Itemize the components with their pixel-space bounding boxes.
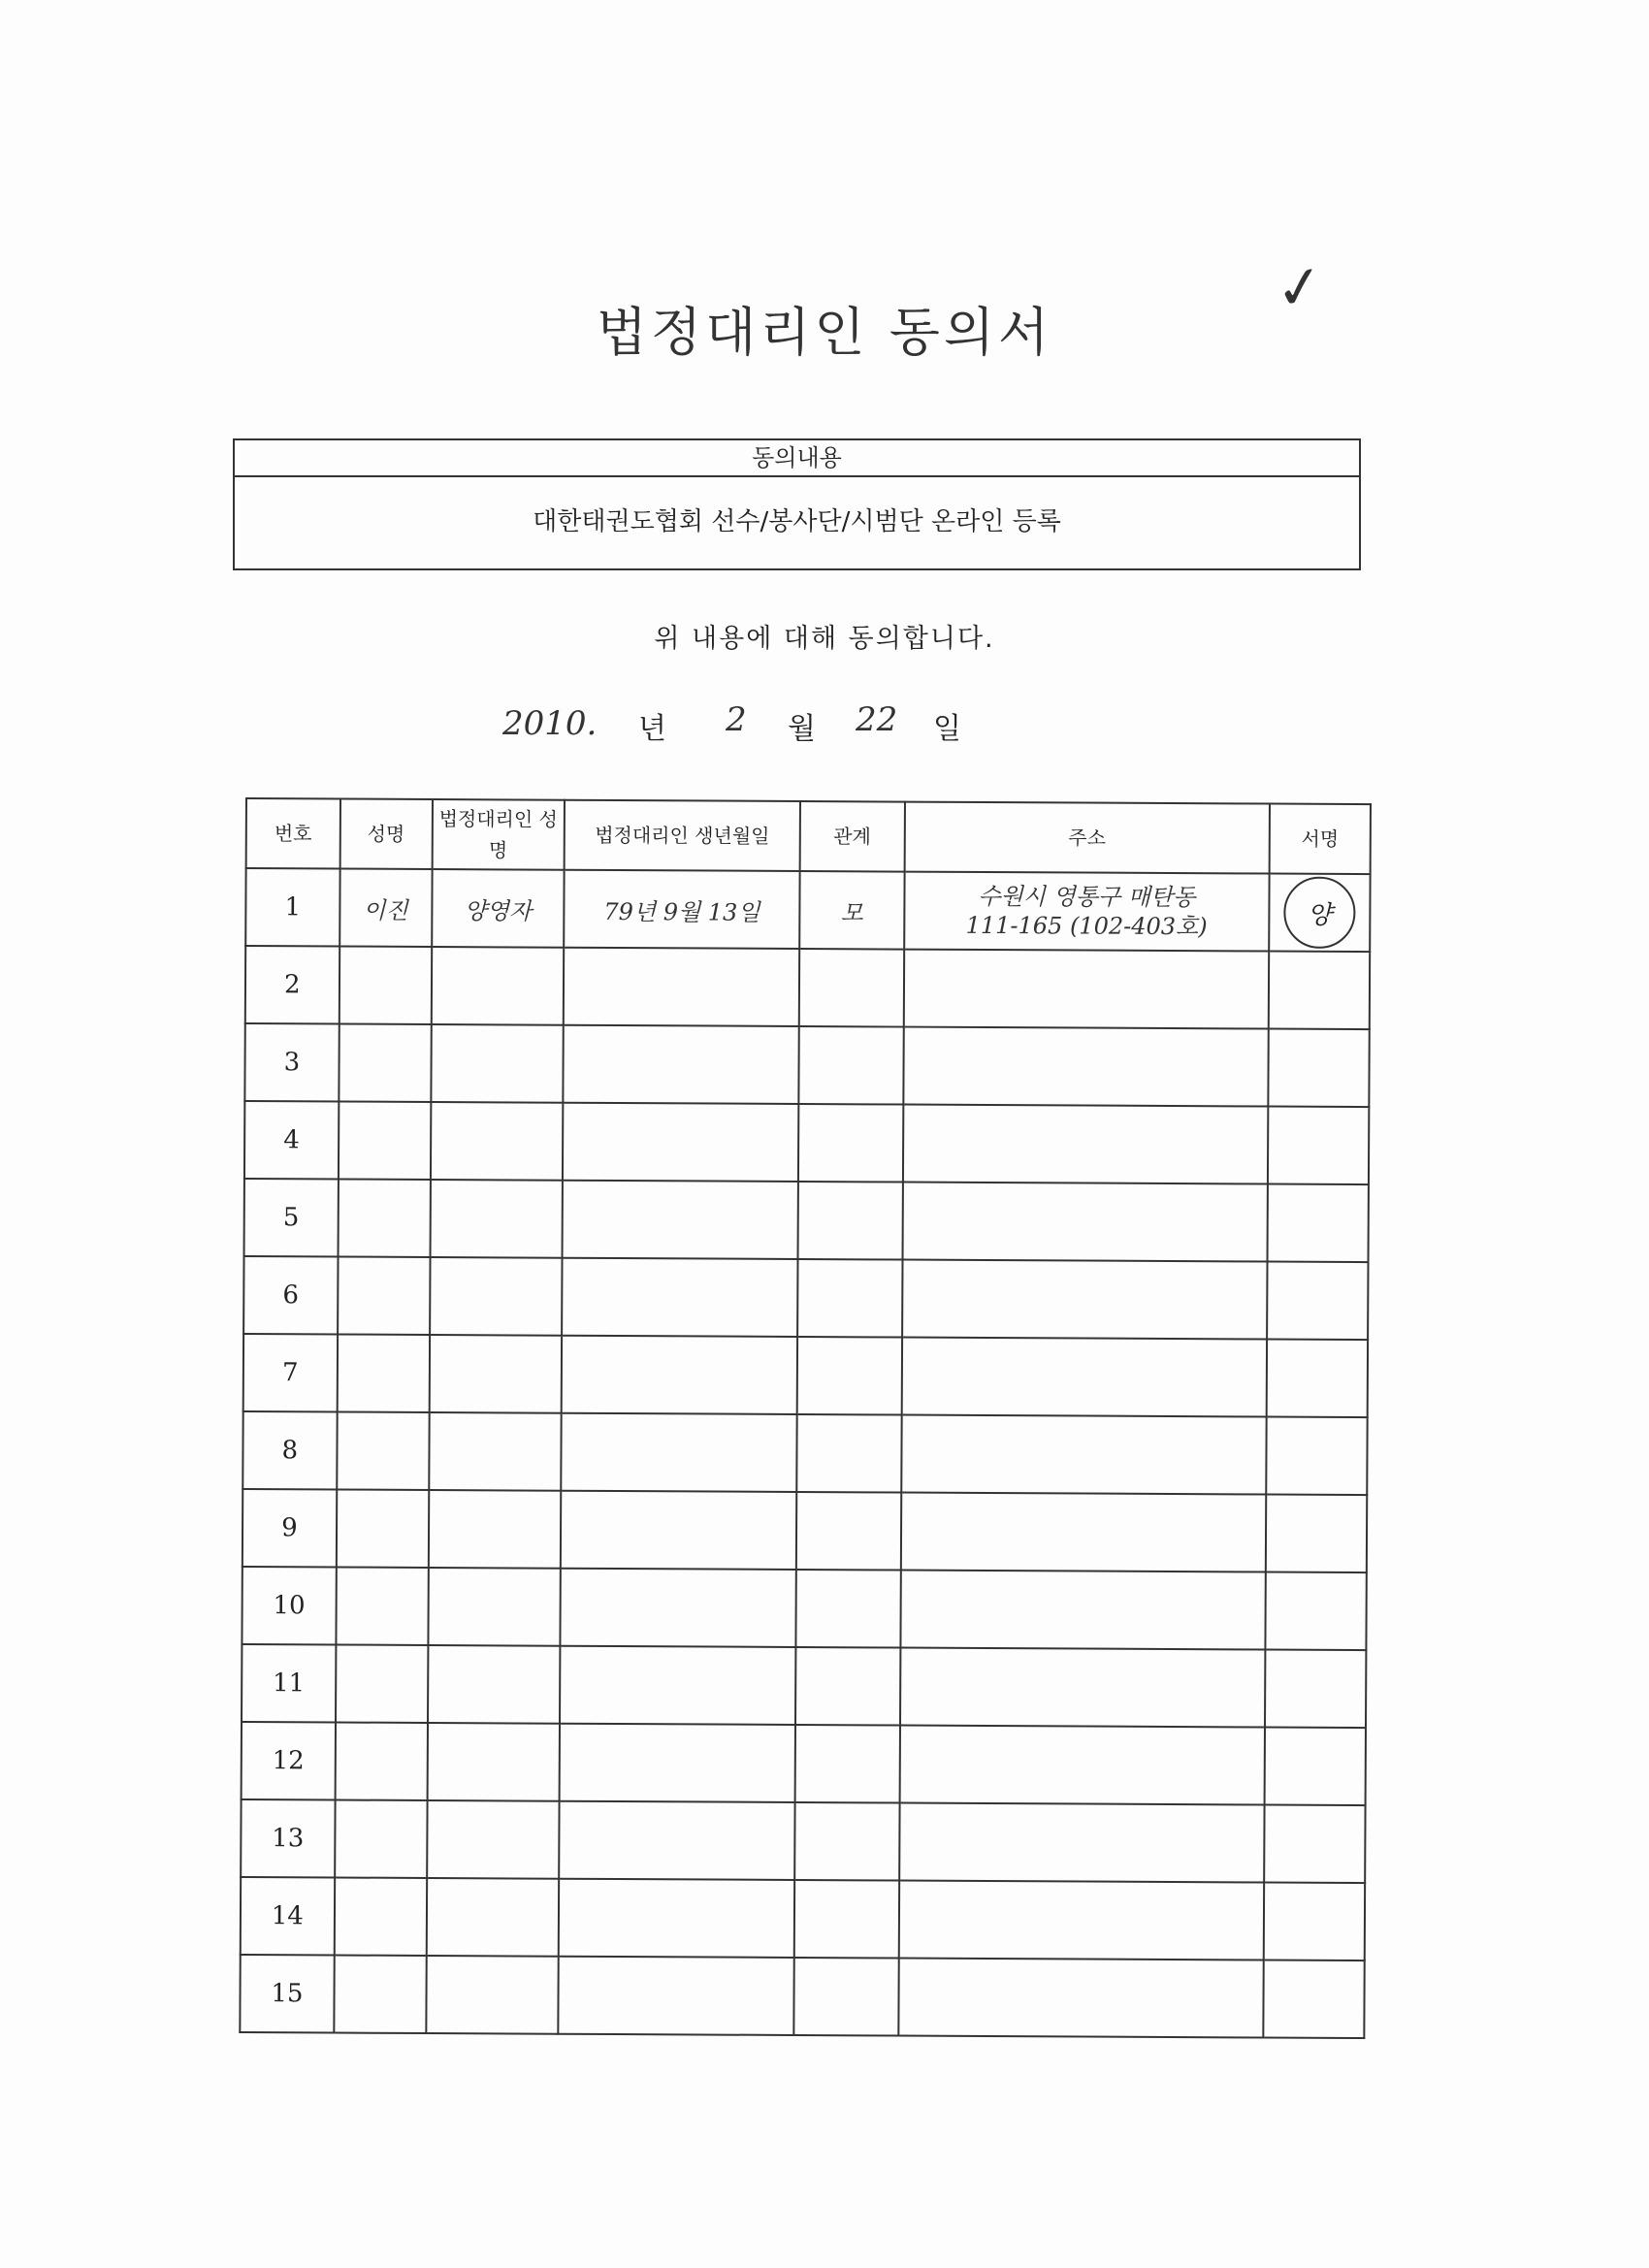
guardian-birthdate xyxy=(562,1258,797,1337)
table-row xyxy=(242,1567,1366,1650)
row-number: 14 xyxy=(241,1877,335,1956)
guardian-birthdate xyxy=(564,1025,799,1104)
signature-cell xyxy=(1268,1107,1369,1185)
guardian-name xyxy=(431,947,564,1025)
participant-name xyxy=(337,1335,429,1412)
date-year-unit: 년 xyxy=(638,712,666,746)
guardian-birthdate xyxy=(561,1491,796,1570)
participant-name xyxy=(338,1257,430,1335)
header-no: 번호 xyxy=(246,798,340,869)
header-guardian-name: 법정대리인 성명 xyxy=(432,799,565,870)
header-guardian-birth: 법정대리인 생년월일 xyxy=(565,800,800,871)
table-row xyxy=(241,1877,1365,1960)
address xyxy=(901,1415,1267,1495)
guardian-name xyxy=(427,1800,560,1879)
table-row xyxy=(242,1644,1366,1728)
address xyxy=(898,1881,1264,1960)
guardian-birthdate xyxy=(560,1724,795,1802)
relation xyxy=(796,1492,901,1571)
signature-cell xyxy=(1264,1805,1365,1884)
address-line-2: 111-165 (102-403호) xyxy=(965,911,1208,941)
guardian-birthdate xyxy=(563,1181,798,1259)
signature-cell xyxy=(1267,1340,1368,1418)
table-row xyxy=(242,1722,1366,1805)
signature-cell xyxy=(1265,1650,1366,1729)
signature-cell xyxy=(1266,1495,1367,1573)
date-day-handwritten: 22 xyxy=(856,700,898,739)
table-row xyxy=(243,1334,1368,1417)
address xyxy=(903,1027,1269,1107)
relation xyxy=(795,1725,900,1803)
guardian-birthdate xyxy=(559,1801,794,1880)
row-number: 4 xyxy=(244,1101,339,1180)
address xyxy=(902,1260,1268,1340)
participant-name xyxy=(335,1722,427,1799)
row-number: 12 xyxy=(242,1722,336,1800)
address xyxy=(899,1726,1265,1805)
participant-name xyxy=(337,1490,429,1568)
row-number: 10 xyxy=(242,1567,336,1645)
guardian-birthdate xyxy=(563,1103,798,1182)
table-row xyxy=(242,1411,1367,1495)
signature-cell xyxy=(1268,1029,1369,1108)
relation xyxy=(797,1259,902,1338)
table-row xyxy=(244,1179,1369,1262)
row-number: 6 xyxy=(243,1256,338,1335)
guardian-registry-table xyxy=(239,797,1372,2039)
row-number: 1 xyxy=(245,868,340,947)
table-row xyxy=(244,1023,1369,1107)
row-number: 7 xyxy=(243,1334,338,1412)
check-mark: ✓ xyxy=(1271,250,1329,326)
document-title: 법정대리인 동의서 xyxy=(596,302,1053,363)
relation xyxy=(797,1337,902,1415)
signature-cell xyxy=(1263,1960,1364,2039)
row-number: 3 xyxy=(244,1023,339,1102)
participant-name xyxy=(334,1877,426,1955)
signature-cell xyxy=(1267,1262,1368,1341)
guardian-name xyxy=(430,1257,563,1336)
consent-content-box xyxy=(233,438,1361,570)
guardian-name xyxy=(430,1180,563,1258)
participant-name xyxy=(339,1024,431,1102)
date-month-unit: 월 xyxy=(788,712,816,746)
guardian-name xyxy=(426,1878,559,1957)
signature-cell xyxy=(1266,1417,1367,1496)
relation: 모 xyxy=(799,871,904,950)
relation xyxy=(796,1414,901,1493)
row-number: 9 xyxy=(242,1489,337,1568)
table-row xyxy=(240,1955,1364,2038)
header-signature: 서명 xyxy=(1270,804,1371,875)
address xyxy=(899,1803,1265,1883)
guardian-birthdate xyxy=(559,1957,794,2035)
relation xyxy=(794,1880,899,1959)
guardian-name xyxy=(429,1412,562,1491)
participant-name xyxy=(335,1799,427,1877)
guardian-birthdate xyxy=(559,1879,794,1958)
guardian-name xyxy=(428,1568,561,1646)
consent-header: 동의내용 xyxy=(235,440,1359,477)
table-row xyxy=(245,868,1370,952)
header-relation: 관계 xyxy=(800,801,905,872)
participant-name xyxy=(336,1568,428,1645)
relation xyxy=(798,1104,903,1183)
address xyxy=(898,1959,1264,2038)
signature-cell xyxy=(1268,1184,1369,1263)
signature-cell xyxy=(1265,1572,1366,1651)
signature-mark: 양 xyxy=(1283,877,1355,949)
participant-name xyxy=(338,1180,430,1257)
signature-cell xyxy=(1269,952,1370,1030)
guardian-birthdate xyxy=(562,1413,797,1492)
guardian-name xyxy=(428,1490,561,1569)
participant-name xyxy=(340,947,432,1024)
signature-cell xyxy=(1269,874,1370,953)
guardian-name xyxy=(426,1956,559,2034)
relation xyxy=(797,1182,902,1260)
row-number: 11 xyxy=(242,1644,336,1723)
header-name: 성명 xyxy=(340,799,432,869)
date-month-handwritten: 2 xyxy=(726,700,747,739)
row-number: 2 xyxy=(245,946,340,1024)
participant-name xyxy=(336,1644,428,1722)
participant-name xyxy=(339,1102,431,1180)
consent-content: 대한태권도협회 선수/봉사단/시범단 온라인 등록 xyxy=(533,507,1061,536)
table-row xyxy=(243,1256,1368,1340)
guardian-birthdate xyxy=(564,948,799,1026)
table-row xyxy=(242,1489,1367,1572)
guardian-name xyxy=(427,1723,560,1801)
header-address: 주소 xyxy=(904,802,1270,874)
address xyxy=(902,1183,1268,1262)
address xyxy=(900,1493,1266,1572)
address-line-1: 수원시 영통구 매탄동 xyxy=(978,882,1196,912)
guardian-birthdate: 79년 9월 13일 xyxy=(564,870,799,949)
date-line xyxy=(0,700,1649,749)
row-number: 8 xyxy=(242,1411,337,1490)
relation xyxy=(799,949,904,1027)
table-row xyxy=(241,1799,1365,1883)
table-row xyxy=(245,946,1370,1029)
signature-cell xyxy=(1264,1883,1365,1961)
table-header-row xyxy=(246,798,1371,874)
relation xyxy=(793,1958,898,2036)
signature-cell xyxy=(1265,1728,1366,1806)
participant-name xyxy=(337,1412,429,1490)
address xyxy=(903,1105,1269,1184)
participant-name xyxy=(334,1955,426,2032)
relation xyxy=(795,1647,900,1726)
guardian-name xyxy=(431,1024,564,1103)
row-number: 13 xyxy=(241,1799,335,1878)
guardian-birthdate xyxy=(560,1646,795,1725)
agree-statement: 위 내용에 대해 동의합니다. xyxy=(654,624,995,654)
table-row xyxy=(244,1101,1369,1184)
address xyxy=(900,1571,1266,1650)
relation xyxy=(798,1026,903,1105)
guardian-birthdate xyxy=(561,1569,796,1647)
date-year-handwritten: 2010. xyxy=(502,704,598,743)
participant-name: 이진 xyxy=(340,869,432,947)
row-number: 15 xyxy=(240,1955,334,2033)
address xyxy=(900,1648,1266,1728)
guardian-name xyxy=(430,1102,563,1181)
relation xyxy=(795,1570,900,1648)
address xyxy=(903,950,1269,1029)
date-day-unit: 일 xyxy=(933,712,961,746)
guardian-name: 양영자 xyxy=(432,869,565,948)
guardian-birthdate xyxy=(562,1336,797,1414)
row-number: 5 xyxy=(244,1179,339,1257)
address xyxy=(904,872,1270,952)
relation xyxy=(794,1802,899,1881)
address xyxy=(901,1338,1267,1417)
guardian-name xyxy=(428,1645,561,1724)
guardian-name xyxy=(429,1335,562,1413)
